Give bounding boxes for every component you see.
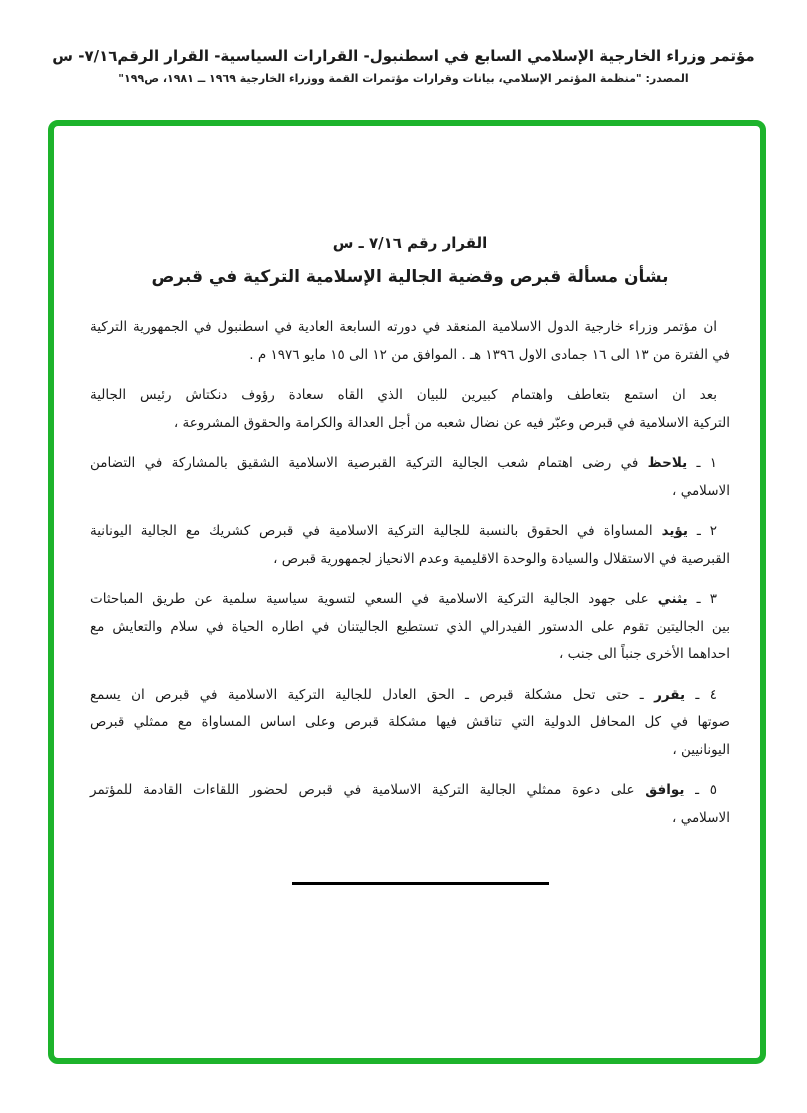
document-body [90, 314, 730, 832]
paragraph [90, 777, 730, 832]
text-line: القبرصية في الاستقلال والسيادة والوحدة الاقليمية وعدم الانحياز لجمهورية قبرص ، [273, 550, 730, 567]
page-header [0, 0, 807, 86]
text-line: ٢ ـ يؤيد المساواة في الحقوق بالنسبة للجالية التركية الاسلامية في قبرص كشريك مع الجالية اليونانية [90, 523, 717, 539]
paragraph [90, 586, 730, 669]
text-line: التركية الاسلامية في قبرص وعبّر فيه عن نضال شعبه من أجل العدالة والكرامة والحقوق المشروعة ، [173, 414, 730, 431]
text-line: بعد ان استمع بتعاطف واهتمام كبيرين للبيان الذي القاه سعادة رؤوف دنكتاش رئيس الجالية [90, 387, 717, 403]
header-source-line: مؤتمر وزراء الخارجية الإسلامي السابع في اسطنبول- القرارات السياسية- القرار الرقم٧/١٦- س [52, 47, 755, 65]
paragraph [90, 682, 730, 765]
text-line: ٣ ـ يثني على جهود الجالية التركية الاسلامية في السعي لتسوية سياسية سلمية عن طريق المباحثات [90, 591, 717, 607]
text-line: ٥ ـ يوافق على دعوة ممثلي الجالية التركية الاسلامية في قبرص لحضور اللقاءات القادمة للمؤتمر [90, 782, 717, 798]
paragraph [90, 382, 730, 437]
paragraph [90, 314, 730, 369]
document-frame [48, 120, 766, 1064]
header-citation-line: المصدر: "منظمة المؤتمر الإسلامي، بيانات وقرارات مؤتمرات القمة ووزراء الخارجية ١٩٦٩ ــ ١٩٨١، ص١٩٩" [118, 72, 689, 85]
end-rule [292, 882, 549, 885]
text-line: ١ ـ يلاحظ في رضى اهتمام شعب الجالية التركية القبرصية الاسلامية الشقيق بالمشاركة في التضامن [90, 455, 717, 471]
text-line: صوتها في كل المحافل الدولية التي تناقش فيها مشكلة قبرص وعلى اساس المساواة مع ممثلي قبرص [90, 714, 730, 730]
text-line: ان مؤتمر وزراء خارجية الدول الاسلامية المنعقد في دورته السابعة العادية في اسطنبول في الجمهورية التركية [90, 319, 717, 335]
text-line: بين الجاليتين تقوم على الدستور الفيدرالي الذي تستطيع الجاليتنان في اطاره الحياة في سلام والتعايش مع [90, 618, 730, 635]
text-line: الاسلامي ، [672, 809, 730, 826]
text-line: احداهما الأخرى جنباً الى جنب ، [559, 646, 730, 662]
resolution-subject-title: بشأن مسألة قبرص وقضية الجالية الإسلامية التركية في قبرص [151, 267, 669, 287]
text-line: اليونانيين ، [672, 741, 730, 758]
resolution-number-title: القرار رقم ٧/١٦ ـ س [332, 234, 488, 252]
text-line: ٤ ـ يقرر ـ حتى تحل مشكلة قبرص ـ الحق العادل للجالية التركية الاسلامية في قبرص ان يسمع [90, 686, 717, 703]
paragraph [90, 518, 730, 573]
paragraph [90, 450, 730, 505]
text-line: الاسلامي ، [672, 482, 730, 499]
text-line: في الفترة من ١٣ الى ١٦ جمادى الاول ١٣٩٦ هـ . الموافق من ١٢ الى ١٥ مايو ١٩٧٦ م . [249, 346, 730, 363]
